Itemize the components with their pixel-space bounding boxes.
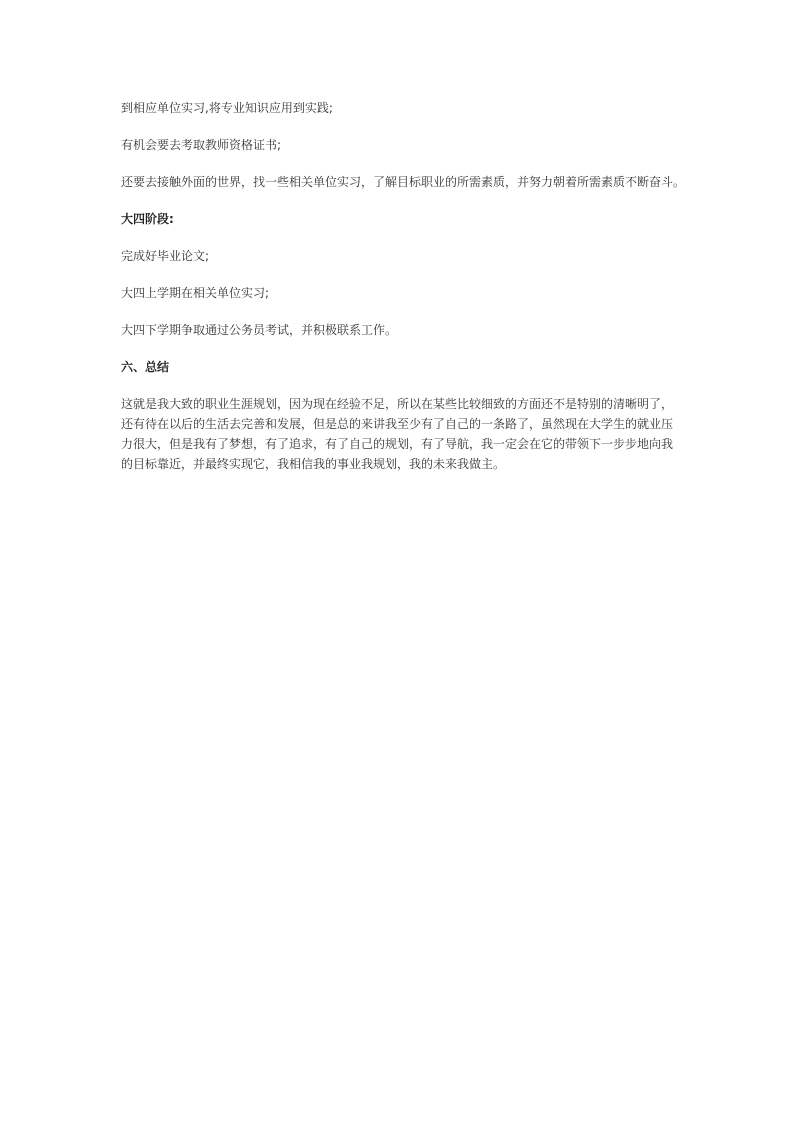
text-line-internship: 到相应单位实习,将专业知识应用到实践; xyxy=(121,101,333,115)
summary-line: 的目标靠近，并最终实现它，我相信我的事业我规划，我的未来我做主。 xyxy=(121,457,506,471)
list-item-thesis: 完成好毕业论文; xyxy=(121,249,210,263)
summary-line: 还有待在以后的生活去完善和发展，但是总的来讲我至少有了自己的一条路了，虽然现在大学生的就业压 xyxy=(121,417,674,431)
document-body xyxy=(121,98,691,474)
summary-line: 力很大，但是我有了梦想，有了追求，有了自己的规划，有了导航，我一定会在它的带领下一步步地向我 xyxy=(121,437,674,451)
section-heading-senior-year: 大四阶段: xyxy=(121,212,174,226)
list-item-fall-internship: 大四上学期在相关单位实习; xyxy=(121,286,270,300)
text-line-teacher-certificate: 有机会要去考取教师资格证书; xyxy=(121,138,282,152)
summary-paragraph xyxy=(121,394,691,474)
section-heading-summary: 六、总结 xyxy=(121,360,170,374)
summary-line: 这就是我大致的职业生涯规划，因为现在经验不足，所以在某些比较细致的方面还不是特别的清晰明了， xyxy=(121,397,674,411)
text-line-outside-world: 还要去接触外面的世界，找一些相关单位实习，了解目标职业的所需素质，并努力朝着所需素质不断奋斗。 xyxy=(121,175,686,189)
list-item-spring-exam: 大四下学期争取通过公务员考试，并积极联系工作。 xyxy=(121,323,398,337)
